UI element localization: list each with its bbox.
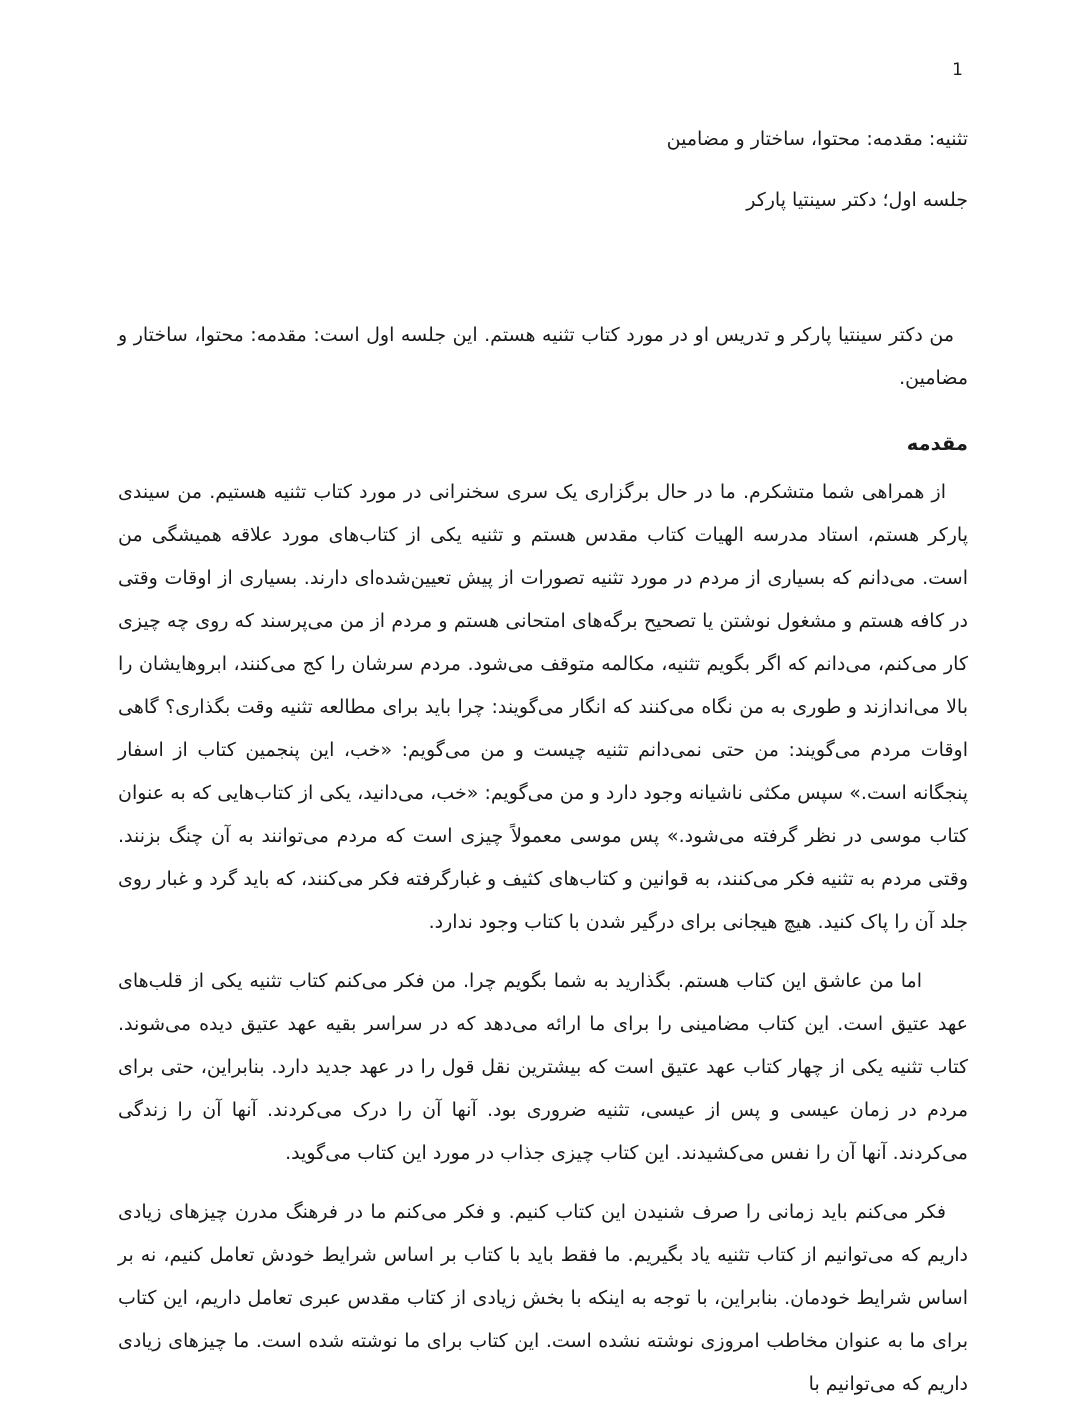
body-paragraph-2: اما من عاشق این کتاب هستم. بگذارید به شما بگویم چرا. من فکر می‌کنم کتاب تثنیه یکی از قلب‌های عهد عتیق است. این کتاب مضامینی را برای ما ارائه می‌دهد که در سراسر بقیه عهد عتیق دیده می‌شوند. کتاب تثنیه یکی از چهار کتاب عهد عتیق است که بیشترین نقل قول را در عهد جدید دارد. بنابراین، حتی برای مردم در زمان عیسی و پس از عیسی، تثنیه ضروری بود. آنها آن را درک می‌کردند. آنها آن را زندگی می‌کردند. آنها آن را نفس می‌کشیدند. این کتاب چیزی جذاب در مورد این کتاب می‌گوید.	[118, 970, 968, 1164]
document-title: تثنیه: مقدمه: محتوا، ساختار و مضامین	[666, 128, 968, 150]
body-paragraph-1: از همراهی شما متشکرم. ما در حال برگزاری یک سری سخنرانی در مورد کتاب تثنیه هستیم. من سیندی پارکر هستم، استاد مدرسه الهیات کتاب مقدس هستم و تثنیه یکی از کتاب‌های مورد علاقه همیشگی من است. می‌دانم که بسیاری از مردم در مورد تثنیه تصورات از پیش تعیین‌شده‌ای دارند. بسیاری از اوقات وقتی در کافه هستم و مشغول نوشتن یا تصحیح برگه‌های امتحانی هستم و مردم از من می‌پرسند که روی چه چیزی کار می‌کنم، می‌دانم که اگر بگویم تثنیه، مکالمه متوقف می‌شود. مردم سرشان را کج می‌کنند، ابروهایشان را بالا می‌اندازند و طوری به من نگاه می‌کنند که انگار می‌گویند: چرا باید برای مطالعه تثنیه وقت بگذاری؟ گاهی اوقات مردم می‌گویند: من حتی نمی‌دانم تثنیه چیست و من می‌گویم: «خب، این پنجمین کتاب از اسفار پنجگانه است.» سپس مکثی ناشیانه وجود دارد و من می‌گویم: «خب، می‌دانید، یکی از کتاب‌هایی که به عنوان کتاب موسی در نظر گرفته می‌شود.» پس موسی معمولاً چیزی است که مردم می‌توانند به آن چنگ بزنند. وقتی مردم به تثنیه فکر می‌کنند، به قوانین و کتاب‌های کثیف و غبارگرفته فکر می‌کنند، که باید گرد و غبار روی جلد آن را پاک کنید. هیچ هیجانی برای درگیر شدن با کتاب وجود ندارد.	[118, 481, 968, 933]
intro-paragraph: من دکتر سینتیا پارکر و تدریس او در مورد کتاب تثنیه هستم. این جلسه اول است: مقدمه: محتوا، ساختار و مضامین.	[118, 324, 968, 389]
section-heading-moghaddameh: مقدمه	[906, 432, 968, 455]
body-paragraph-3: فکر می‌کنم باید زمانی را صرف شنیدن این کتاب کنیم. و فکر می‌کنم ما در فرهنگ مدرن چیزهای زیادی داریم که می‌توانیم از کتاب تثنیه یاد بگیریم. ما فقط باید با کتاب بر اساس شرایط خودش تعامل کنیم، نه بر اساس شرایط خودمان. بنابراین، با توجه به اینکه با بخش زیادی از کتاب مقدس عبری تعامل داریم، این کتاب برای ما به عنوان مخاطب امروزی نوشته نشده است. این کتاب برای ما نوشته شده است. ما چیزهای زیادی داریم که می‌توانیم با	[118, 1201, 968, 1395]
document-subtitle: جلسه اول؛ دکتر سینتیا پارکر	[746, 189, 968, 211]
page-number: 1	[952, 60, 963, 80]
